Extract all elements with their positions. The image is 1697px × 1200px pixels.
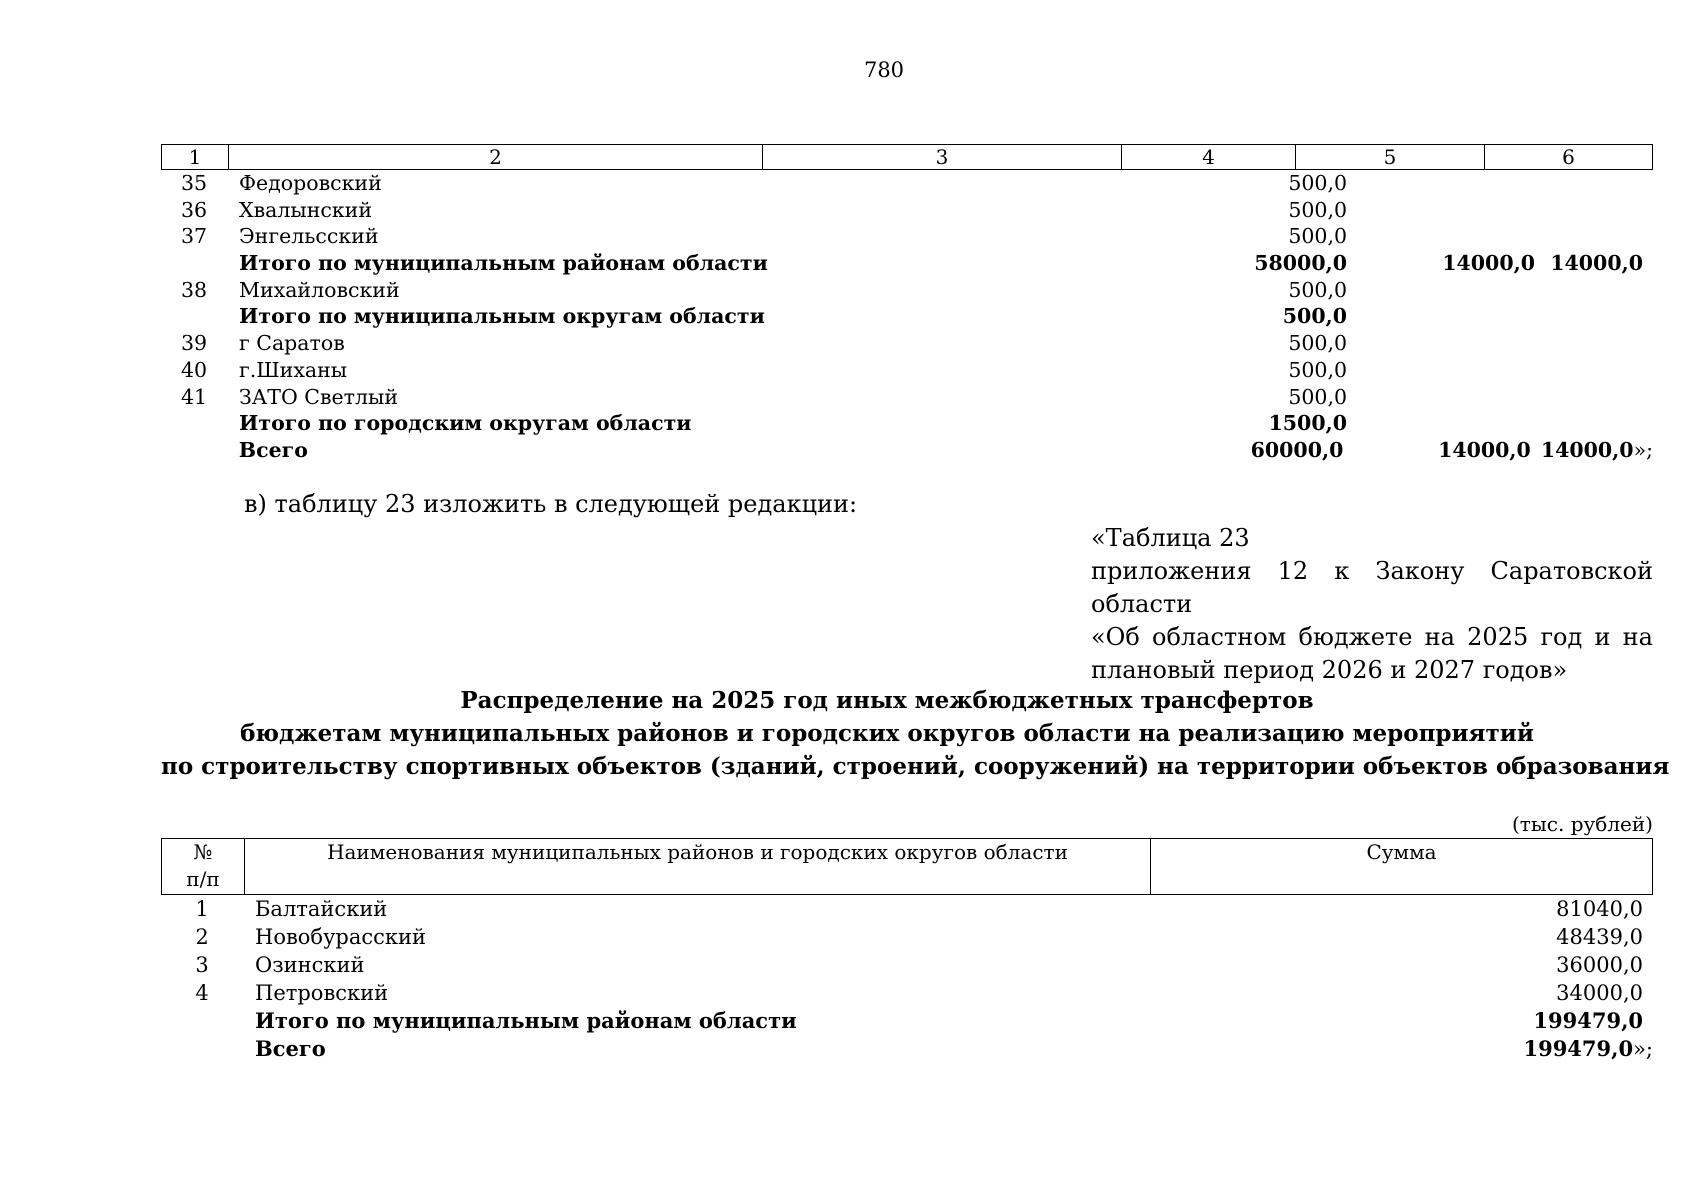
table-row [161, 437, 1653, 464]
table-header-row [161, 838, 1653, 895]
row-name: ЗАТО Светлый [239, 384, 398, 409]
row-name: Новобурасский [255, 925, 427, 949]
column-header-name: Наименования муниципальных районов и городских округов области [245, 839, 1151, 894]
row-name: Хвалынский [239, 197, 372, 222]
row-value-col5 [1357, 330, 1545, 357]
row-number [161, 437, 227, 464]
row-number: 36 [180, 197, 208, 222]
row-number [161, 410, 227, 437]
row-name: Энгельсский [239, 224, 379, 249]
row-value-col5 [1357, 170, 1545, 197]
row-sum: 199479,0»; [1523, 1036, 1653, 1061]
title-line: по строительству спортивных объектов (зданий, строений, сооружений) на территории объектов образования [161, 753, 1670, 780]
row-number: 38 [180, 277, 208, 302]
table-title [161, 684, 1670, 783]
row-number [161, 250, 227, 277]
table-row [161, 951, 1653, 979]
table-row [161, 384, 1653, 411]
caption-line: «Об областном бюджете на 2025 год и на [1091, 623, 1653, 651]
row-number: 4 [195, 981, 209, 1005]
column-header: 2 [229, 145, 763, 169]
row-sum: 199479,0 [1533, 1008, 1643, 1033]
row-value-col4: 500,0 [1288, 224, 1347, 249]
row-value-col5 [1357, 303, 1545, 330]
row-value-col6 [1545, 357, 1653, 384]
table-row [161, 250, 1653, 277]
row-name: Всего [255, 1036, 326, 1061]
page-number: 780 [863, 58, 905, 82]
table-row [161, 895, 1653, 923]
row-name: г.Шиханы [239, 357, 348, 382]
row-value-col5 [1357, 223, 1545, 250]
unit-label: (тыс. рублей) [1512, 812, 1653, 836]
row-value-col6 [1545, 410, 1653, 437]
row-name: г Саратов [239, 331, 345, 356]
title-line: Распределение на 2025 год иных межбюджетных трансфертов [460, 687, 1314, 714]
row-sum: 36000,0 [1556, 953, 1643, 977]
row-value-col5 [1357, 384, 1545, 411]
row-value-col5 [1357, 277, 1545, 304]
row-value-col6 [1545, 303, 1653, 330]
title-line: бюджетам муниципальных районов и городских округов области на реализацию мероприятий [240, 720, 1534, 747]
row-number: 3 [195, 953, 209, 977]
row-number: 41 [180, 384, 208, 409]
table-row [161, 223, 1653, 250]
row-value-col6 [1545, 277, 1653, 304]
distribution-table [161, 838, 1653, 1063]
row-value-col5: 14000,0 [1438, 437, 1531, 462]
row-value-col4: 500,0 [1288, 171, 1347, 195]
row-sum: 34000,0 [1556, 981, 1643, 1005]
row-sum: 81040,0 [1556, 897, 1643, 921]
row-value-col4: 1500,0 [1268, 411, 1347, 436]
amendment-instruction: в) таблицу 23 изложить в следующей редакции: [244, 490, 858, 518]
row-value-col4: 500,0 [1288, 331, 1347, 356]
caption-line: приложения 12 к Закону Саратовской области [1091, 557, 1653, 618]
row-name: Итого по муниципальным районам области [239, 251, 768, 276]
row-number [161, 303, 227, 330]
row-sum: 48439,0 [1556, 925, 1643, 949]
row-name: Михайловский [239, 277, 400, 302]
allocation-table-continued [161, 144, 1653, 464]
column-header-number [162, 839, 245, 894]
row-value-col5: 14000,0 [1442, 251, 1535, 276]
row-value-col6 [1545, 330, 1653, 357]
header-text: п/п [186, 867, 220, 891]
row-value-col5 [1357, 410, 1545, 437]
row-value-col4: 58000,0 [1254, 251, 1347, 276]
row-name: Итого по муниципальным районам области [255, 1008, 797, 1033]
table-row [161, 923, 1653, 951]
row-name: Всего [238, 437, 308, 462]
table-row [161, 277, 1653, 304]
table-row [161, 979, 1653, 1007]
row-value-col4: 500,0 [1288, 384, 1347, 409]
row-value-col4: 500,0 [1288, 357, 1347, 382]
column-header-sum: Сумма [1366, 840, 1437, 864]
row-value-col4: 500,0 [1282, 304, 1347, 329]
row-number: 37 [180, 224, 208, 249]
row-value-col6 [1545, 223, 1653, 250]
row-name: Федоровский [239, 171, 382, 195]
row-value-col6: 14000,0»; [1540, 437, 1654, 462]
table-body [161, 895, 1653, 1063]
column-header: 1 [162, 145, 229, 169]
table-row [161, 1035, 1653, 1063]
row-number: 40 [180, 357, 208, 382]
caption-line: «Таблица 23 [1091, 524, 1250, 552]
table-row [161, 410, 1653, 437]
row-number [161, 1007, 243, 1035]
row-value-col6: 14000,0 [1550, 251, 1643, 276]
row-value-col6 [1545, 384, 1653, 411]
caption-line: плановый период 2026 и 2027 годов» [1091, 656, 1568, 684]
row-name: Петровский [255, 981, 389, 1005]
row-value-col6 [1545, 197, 1653, 224]
table-row [161, 330, 1653, 357]
table-header-row [161, 144, 1653, 170]
row-value-col4: 500,0 [1288, 277, 1347, 302]
table-row [161, 357, 1653, 384]
row-number: 2 [195, 925, 209, 949]
row-value-col5 [1357, 197, 1545, 224]
column-header: 6 [1562, 145, 1575, 169]
row-name: Итого по муниципальным округам области [239, 304, 765, 329]
row-name: Озинский [255, 953, 365, 977]
table-body [161, 170, 1653, 464]
row-name: Итого по городским округам области [239, 411, 692, 436]
table-row [161, 303, 1653, 330]
row-value-col4: 60000,0 [1250, 437, 1344, 462]
table-caption [1091, 522, 1653, 687]
row-value-col5 [1357, 357, 1545, 384]
column-header: 5 [1296, 145, 1485, 169]
column-header: 4 [1122, 145, 1296, 169]
column-header: 3 [763, 145, 1122, 169]
row-number [161, 1035, 243, 1063]
row-number: 1 [195, 897, 209, 921]
header-text: № [193, 840, 213, 864]
row-name: Балтайский [255, 897, 388, 921]
row-value-col6 [1545, 170, 1653, 197]
table-row [161, 170, 1653, 197]
row-number: 35 [180, 171, 208, 195]
table-row [161, 197, 1653, 224]
row-number: 39 [180, 331, 208, 356]
table-row [161, 1007, 1653, 1035]
row-value-col4: 500,0 [1288, 197, 1347, 222]
